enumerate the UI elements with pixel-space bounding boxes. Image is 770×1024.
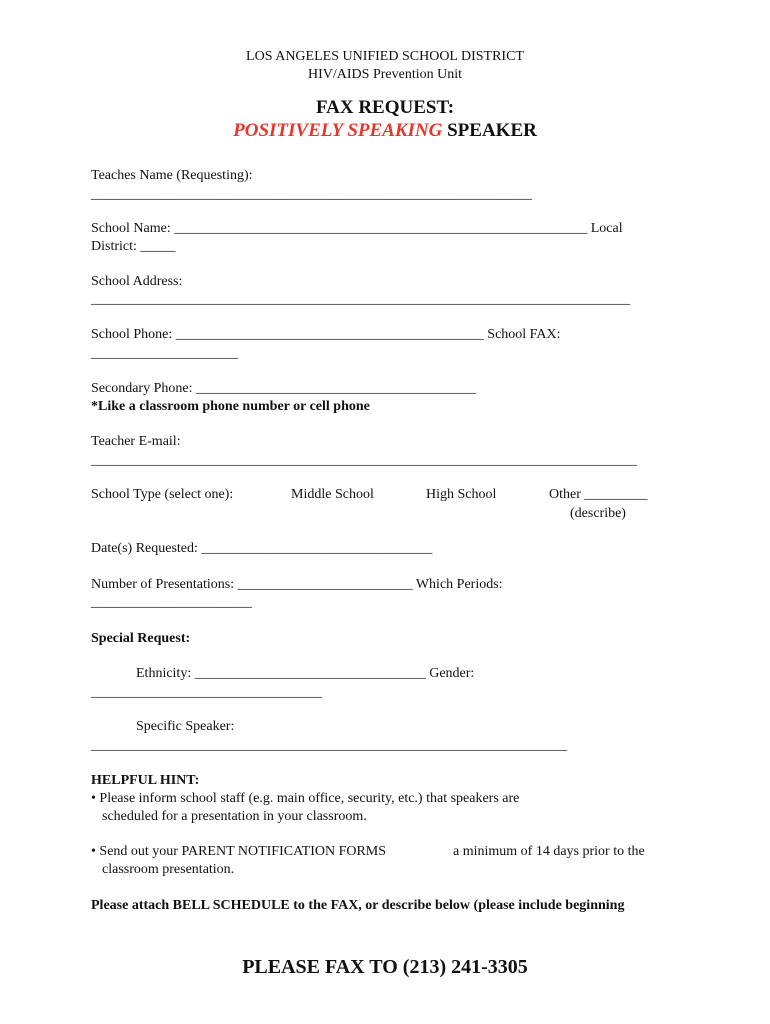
hint-2-part-1: • Send out your PARENT NOTIFICATION FORMS [91, 844, 387, 859]
ethnicity-label: Ethnicity: [136, 666, 192, 681]
unit-name: HIV/AIDS Prevention Unit [308, 67, 462, 82]
school-fax-label: School FAX: [483, 327, 561, 342]
other-describe-label: (describe) [570, 506, 626, 521]
gender-field[interactable]: _________________________________ [91, 685, 322, 700]
presentations-row [91, 576, 503, 593]
school-name-field[interactable]: ___________________________________________________________ [170, 221, 588, 236]
teacher-name-field[interactable]: _______________________________________________________________ [91, 187, 532, 202]
fax-number-footer: PLEASE FAX TO (213) 241-3305 [242, 956, 528, 978]
hint-1-line-2: scheduled for a presentation in your classroom. [102, 809, 367, 824]
secondary-phone-field[interactable]: ________________________________________ [192, 381, 476, 396]
school-name-label: School Name: [91, 221, 171, 236]
school-address-field[interactable]: _____________________________________________________________________________ [91, 292, 630, 307]
hint-1-line-1: • Please inform school staff (e.g. main office, security, etc.) that speakers are [91, 791, 520, 806]
secondary-phone-note: *Like a classroom phone number or cell phone [91, 399, 370, 414]
secondary-phone-label: Secondary Phone: [91, 381, 193, 396]
school-name-row [91, 220, 623, 237]
school-address-label: School Address: [91, 274, 183, 289]
ethnicity-row [136, 665, 474, 682]
teacher-email-label: Teacher E-mail: [91, 434, 181, 449]
hint-2-part-2: a minimum of 14 days prior to the [453, 844, 645, 859]
district-field[interactable]: District: _____ [91, 239, 176, 254]
ethnicity-field[interactable]: _________________________________ [191, 666, 426, 681]
school-phone-field[interactable]: ____________________________________________ [172, 327, 484, 342]
school-type-other[interactable]: Other _________ [549, 487, 648, 502]
which-periods-label: Which Periods: [412, 577, 503, 592]
school-phone-row [91, 326, 561, 343]
speaker-word: SPEAKER [442, 120, 537, 141]
helpful-hint-heading: HELPFUL HINT: [91, 773, 200, 788]
num-presentations-field[interactable]: _________________________ [234, 577, 413, 592]
gender-label: Gender: [425, 666, 475, 681]
specific-speaker-label: Specific Speaker: [136, 719, 235, 734]
school-type-high[interactable]: High School [426, 487, 497, 502]
num-presentations-label: Number of Presentations: [91, 577, 235, 592]
school-fax-field[interactable]: _____________________ [91, 346, 238, 361]
dates-requested-field[interactable]: _________________________________ [197, 541, 433, 556]
page-subtitle [0, 119, 770, 142]
page-title: FAX REQUEST: [315, 97, 455, 118]
program-name: POSITIVELY SPEAKING [233, 120, 443, 141]
school-phone-label: School Phone: [91, 327, 173, 342]
local-label: Local [587, 221, 623, 236]
dates-requested-row [91, 540, 432, 557]
teacher-email-field[interactable]: ______________________________________________________________________________ [91, 453, 637, 468]
bell-schedule-note: Please attach BELL SCHEDULE to the FAX, or describe below (please include beginning [91, 898, 625, 913]
dates-requested-label: Date(s) Requested: [91, 541, 198, 556]
specific-speaker-field[interactable]: ____________________________________________________________________ [91, 738, 567, 753]
special-request-heading: Special Request: [91, 631, 191, 646]
secondary-phone-row [91, 380, 476, 397]
which-periods-field[interactable]: _______________________ [91, 595, 252, 610]
district-name: LOS ANGELES UNIFIED SCHOOL DISTRICT [246, 49, 524, 64]
school-type-middle[interactable]: Middle School [291, 487, 374, 502]
school-type-label: School Type (select one): [91, 487, 234, 502]
hint-2-line-2: classroom presentation. [102, 862, 235, 877]
teacher-name-label: Teaches Name (Requesting): [91, 168, 253, 183]
